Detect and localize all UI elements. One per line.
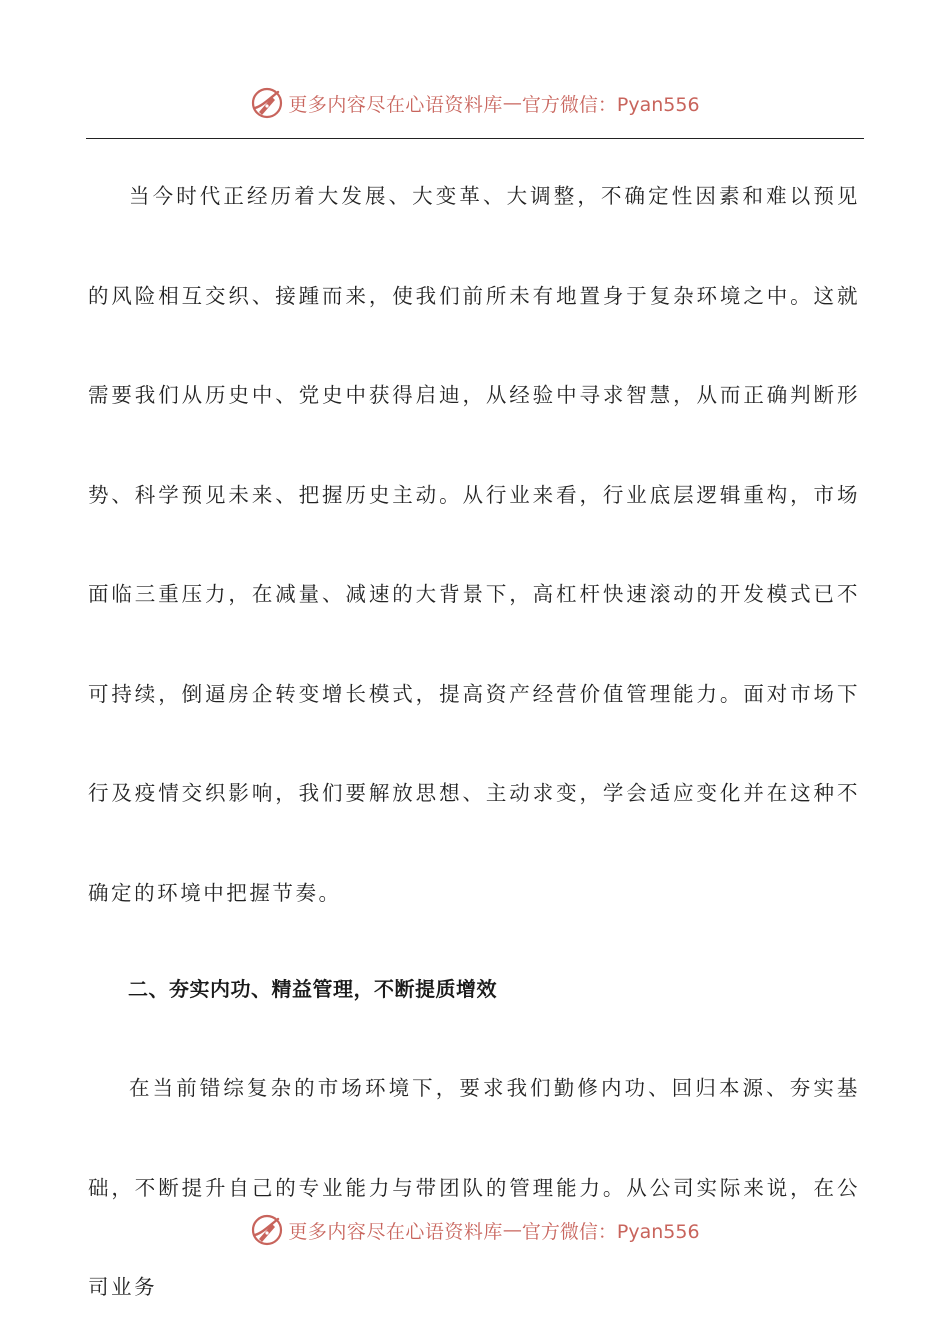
header-brand: 更多内容尽在心语资料库 [288,93,503,116]
footer-brand: 更多内容尽在心语资料库 [288,1220,503,1243]
footer-contact: 官方微信：Pyan556 [521,1220,700,1243]
page-footer [0,1213,950,1247]
pen-nib-circle-icon [250,1213,284,1247]
header-separator: — [502,92,522,114]
paragraph-1: 当今时代正经历着大发展、大变革、大调整，不确定性因素和难以预见的风险相互交织、接踵而来，使我们前所未有地置身于复杂环境之中。这就需要我们从历史中、党史中获得启迪，从经验中寻求智慧，从而正确判断形势、科学预见未来、把握历史主动。从行业来看，行业底层逻辑重构，市场面临三重压力，在减量、减速的大背景下，高杠杆快速滚动的开发模式已不可持续，倒逼房企转变增长模式，提高资产经营价值管理能力。面对市场下行及疫情交织影响，我们要解放思想、主动求变，学会适应变化并在这种不确定的环境中把握节奏。 [88,184,860,905]
document-body [88,147,860,1338]
header-divider [86,138,864,139]
pen-nib-circle-icon [250,86,284,120]
header-contact: 官方微信：Pyan556 [521,93,700,116]
paragraph-2: 在当前错综复杂的市场环境下，要求我们勤修内功、回归本源、夯实基础，不断提升自己的专业能力与带团队的管理能力。从公司实际来说，在公司业务 [88,1076,860,1299]
page-header [0,86,950,120]
footer-separator: — [502,1219,522,1241]
section-heading-2: 二、夯实内功、精益管理，不断提质增效 [128,977,497,1001]
